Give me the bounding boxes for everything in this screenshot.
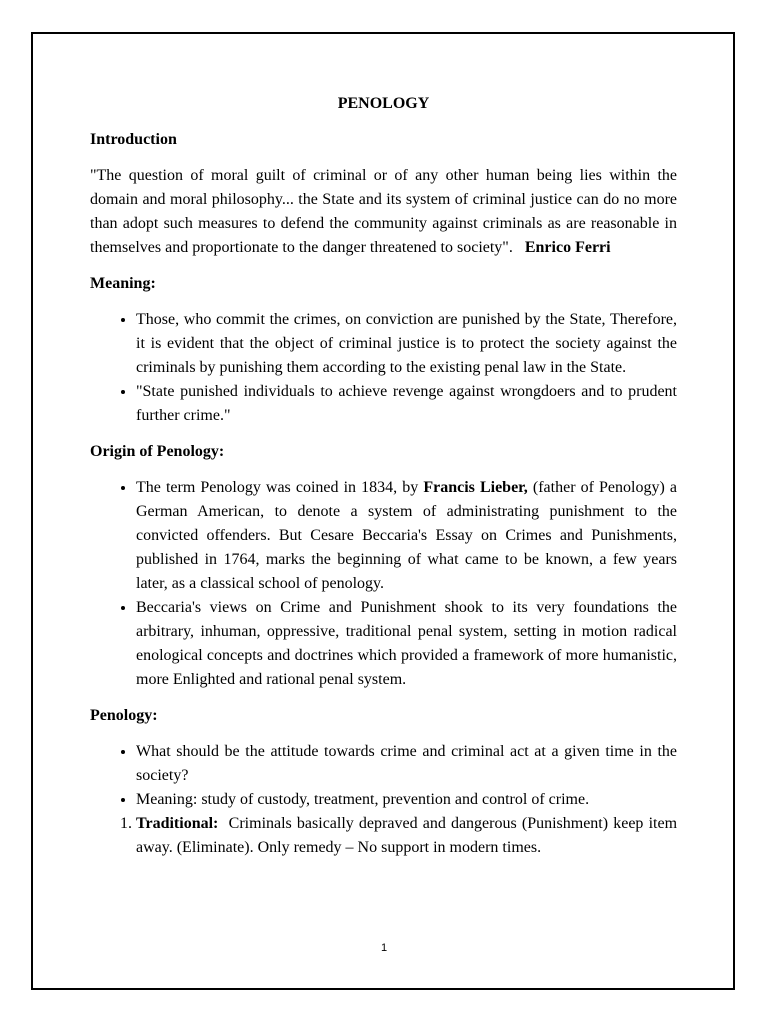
quote-text: "The question of moral guilt of criminal or of any other human being lies within the domain and moral philosophy... the State and its system of criminal justice can do no more than adopt such measures to defend the community against criminals as are reasonable in themselves and proportionate to the danger threatened to society". [90,167,677,256]
origin-text: The term Penology was coined in 1834, by [136,479,424,496]
list-item: • Those, who commit the crimes, on conviction are punished by the State, Therefore, it is evident that the object of criminal justice is to protect the society against the criminals by punishing them according to the existing penal law in the State. [136,308,677,380]
list-item: • Meaning: study of custody, treatment, prevention and control of crime. [136,788,677,812]
origin-text-continued: (father of Penology) a German American, to denote a system of administrating punishment to the convicted offenders. But Cesare Beccaria's Essay on Crimes and Punishments, published in 1764, marks the beginning of what came to be known, a few years later, as a classical school of penology. [136,479,677,592]
numbered-item-text: Criminals basically depraved and dangerous (Punishment) keep item away. (Eliminate). Only remedy – No support in modern times. [136,815,678,856]
introduction-heading: Introduction [90,131,177,148]
numbered-item-label: Traditional: [136,815,219,832]
document-body [90,92,677,872]
francis-lieber-name: Francis Lieber, [423,479,528,496]
document-title: PENOLOGY [337,95,430,112]
list-item: • "State punished individuals to achieve revenge against wrongdoers and to prudent further crime." [136,380,677,428]
penology-list [90,740,677,812]
meaning-heading: Meaning: [90,275,156,292]
list-item: • What should be the attitude towards crime and criminal act at a given time in the society? [136,740,677,788]
penology-heading: Penology: [90,707,158,724]
quote-author: Enrico Ferri [524,239,611,256]
introduction-quote [90,164,677,260]
list-item: • Beccaria's views on Crime and Punishment shook to its very foundations the arbitrary, inhuman, oppressive, traditional penal system, setting in motion radical enological concepts and doctrines which provided a framework of more humanistic, more Enlighted and rational penal system. [136,596,677,692]
meaning-list [90,308,677,428]
page-number: 1 [380,942,388,954]
list-item [136,476,677,596]
penology-numbered-list [90,812,677,860]
numbered-item [136,812,677,860]
origin-heading: Origin of Penology: [90,443,225,460]
origin-list [90,476,677,692]
